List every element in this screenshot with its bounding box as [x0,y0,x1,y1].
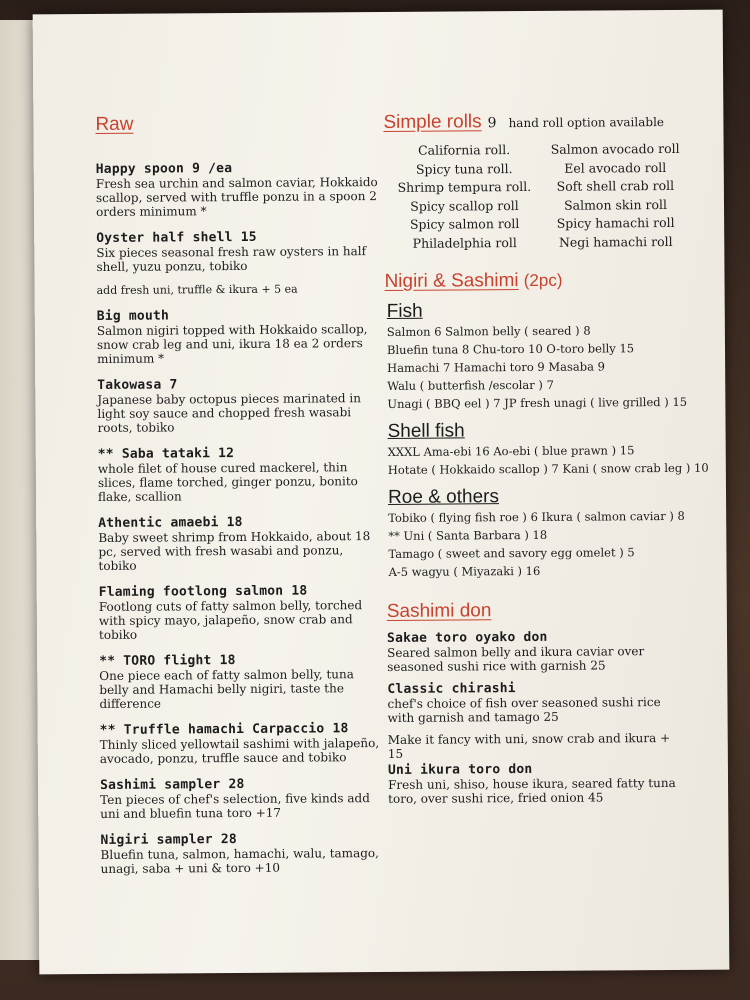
sashimi-don-title: Sashimi don [386,600,492,622]
simple-rolls-header [383,110,683,134]
rolls-list [396,140,685,253]
roll-item: Spicy hamachi roll [556,214,675,231]
item-desc: Japanese baby octopus pieces marinated in light soy sauce and chopped fresh wasabi roots, tobiko [97,391,361,435]
shellfish-title: Shell fish [387,420,465,442]
oyster-addon: add fresh uni, truffle & ikura + 5 ea [96,282,298,297]
item-name: ** Saba tataki 12 [97,446,235,462]
item-desc: Seared salmon belly and ikura caviar over seasoned sushi rice with garnish 25 [387,644,645,674]
item-name: ** TORO flight 18 [99,653,236,669]
item-name: Big mouth [96,308,170,324]
item-desc: Six pieces seasonal fresh raw oysters in half shell, yuzu ponzu, tobiko [96,244,367,274]
item-name: Athentic amaebi 18 [98,514,243,531]
menu-item [100,776,385,821]
nigiri-pc: (2pc) [523,270,563,290]
item-desc: chef's choice of fish over seasoned sushi rice with garnish and tamago 25 [387,695,661,725]
roe-title: Roe & others [387,486,500,508]
simple-rolls-note: hand roll option available [508,115,665,131]
item-name: Nigiri sampler 28 [100,832,237,848]
price-line: Hotate ( Hokkaido scallop ) 7 Kani ( snow crab leg ) 10 [387,460,709,477]
item-desc: whole filet of house cured mackerel, thin slices, flame torched, ginger ponzu, bonito flake, scallion [97,460,358,504]
menu-item [99,652,384,711]
price-line: Walu ( butterfish /escolar ) 7 [387,377,554,393]
item-desc: One piece each of fatty salmon belly, tuna belly and Hamachi belly nigiri, taste the difference [99,667,354,711]
menu-item [100,831,385,876]
item-name: Classic chirashi [387,681,516,697]
menu-item [97,376,382,435]
item-name: Happy spoon 9 /ea [95,161,233,177]
price-line: Hamachi 7 Hamachi toro 9 Masaba 9 [387,359,605,375]
price-line: Salmon 6 Salmon belly ( seared ) 8 [386,323,591,339]
roll-item: Shrimp tempura roll. [397,178,532,195]
item-name: Sakae toro oyako don [386,629,548,646]
don-addon [388,731,688,761]
item-desc: Fresh uni, shiso, house ikura, seared fatty tuna toro, over sushi rice, fried onion 45 [387,775,676,806]
price-line: Bluefin tuna 8 Chu-toro 10 O-toro belly 15 [386,341,635,357]
menu-item [96,229,381,297]
nigiri-header [384,269,684,293]
roll-item: Eel avocado roll [564,159,667,176]
item-desc: Footlong cuts of fatty salmon belly, torched with spicy mayo, jalapeño, snow crab and tobiko [98,598,363,642]
don-item [387,629,687,674]
item-name: ** Truffle hamachi Carpaccio 18 [99,721,349,738]
don-item [388,761,688,806]
roll-item: Soft shell crab roll [556,177,675,194]
item-desc: Thinly sliced yellowtail sashimi with jalapeño, avocado, ponzu, truffle sauce and tobiko [99,736,380,766]
menu-item [99,583,384,642]
menu-item [98,514,383,573]
nigiri-title: Nigiri & Sashimi [384,270,519,292]
menu-item [98,445,383,504]
item-name: Flaming footlong salmon 18 [98,583,308,600]
item-desc: Ten pieces of chef's selection, five kinds add uni and bluefin tuna toro +17 [100,791,370,821]
roll-item: California roll. [418,142,511,158]
simple-rolls-title: Simple rolls [383,111,482,133]
menu-item [96,160,381,219]
item-name: Takowasa 7 [97,377,178,393]
fish-title: Fish [386,300,423,322]
roll-item: Salmon avocado roll [550,140,680,157]
price-line: ** Uni ( Santa Barbara ) 18 [388,527,548,543]
item-desc: Bluefin tuna, salmon, hamachi, walu, tamago, unagi, saba + uni & toro +10 [100,846,379,876]
simple-rolls-price: 9 [487,115,497,132]
menu-page [33,10,730,975]
price-line: Tamago ( sweet and savory egg omelet ) 5 [388,545,635,561]
item-name: Oyster half shell 15 [96,229,257,246]
price-line: XXXL Ama-ebi 16 Ao-ebi ( blue prawn ) 15 [387,443,635,459]
item-desc: Fresh sea urchin and salmon caviar, Hokkaido scallop, served with truffle ponzu in a spoon 2 orders minimum * [95,175,378,219]
item-name: Uni ikura toro don [387,761,533,778]
price-line: Unagi ( BBQ eel ) 7 JP fresh unagi ( live grilled ) 15 [387,394,688,411]
raw-title: Raw [95,113,134,135]
item-desc: Baby sweet shrimp from Hokkaido, about 18 pc, served with fresh wasabi and ponzu, tobiko [98,529,371,573]
roll-item: Salmon skin roll [563,196,668,213]
raw-section [95,112,385,888]
item-name: Sashimi sampler 28 [99,776,245,793]
don-item [387,680,687,725]
price-line: A-5 wagyu ( Miyazaki ) 16 [388,563,541,579]
item-desc: Make it fancy with uni, snow crab and ikura + 15 [387,730,671,761]
roll-item: Philadelphia roll [412,234,517,251]
menu-item [97,307,382,366]
roll-item: Spicy salmon roll [409,216,520,232]
roll-item: Spicy tuna roll. [415,160,513,177]
price-line: Tobiko ( flying fish roe ) 6 Ikura ( salmon caviar ) 8 [388,508,685,525]
item-desc: Salmon nigiri topped with Hokkaido scallop, snow crab leg and uni, ikura 18 ea 2 orders minimum * [96,322,368,366]
right-column [383,110,709,806]
roll-item: Negi hamachi roll [558,233,673,250]
menu-item [100,721,385,766]
roll-item: Spicy scallop roll [410,197,519,214]
